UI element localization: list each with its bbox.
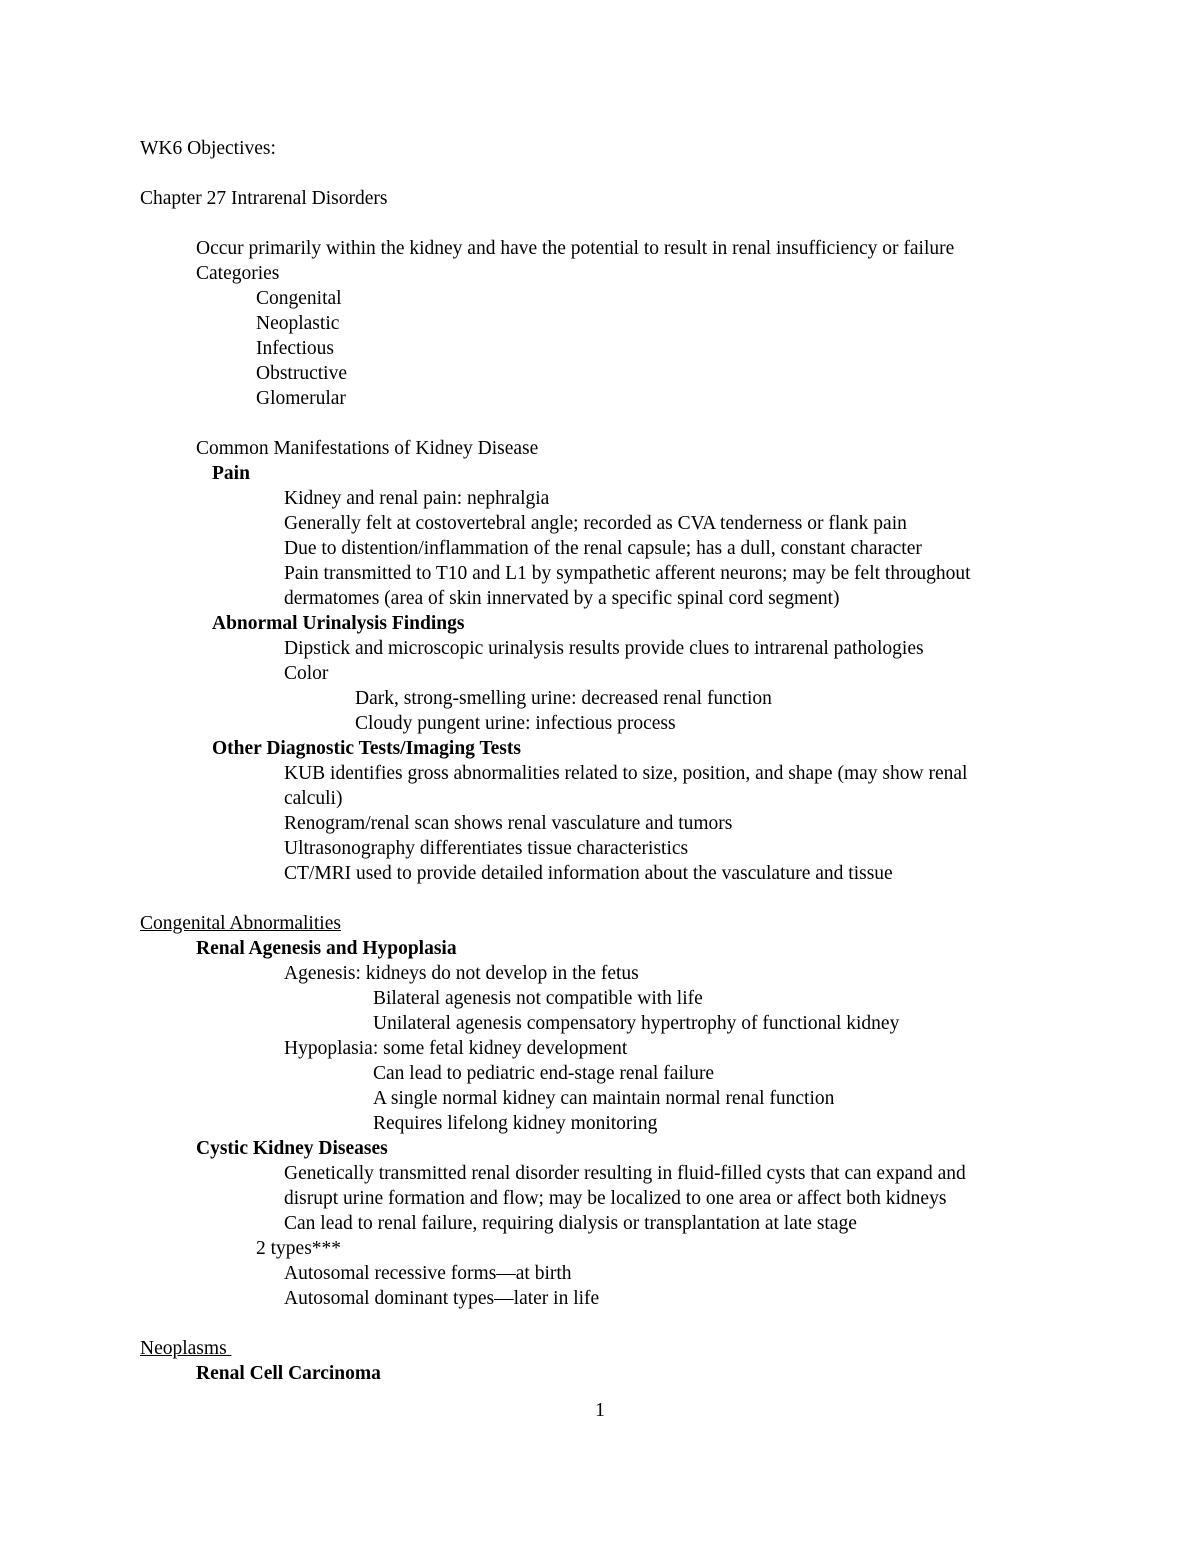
text-line: Common Manifestations of Kidney Disease bbox=[196, 438, 539, 459]
text-line: Infectious bbox=[256, 338, 334, 359]
text-line: Dark, strong-smelling urine: decreased renal function bbox=[355, 688, 772, 709]
text-line: Cystic Kidney Diseases bbox=[196, 1138, 388, 1159]
text-line: calculi) bbox=[284, 788, 343, 809]
blank-line bbox=[140, 1311, 1140, 1336]
text-line: Autosomal recessive forms—at birth bbox=[284, 1263, 572, 1284]
text-line: Glomerular bbox=[256, 388, 346, 409]
text-line: WK6 Objectives: bbox=[140, 138, 276, 159]
text-line: Unilateral agenesis compensatory hypertrophy of functional kidney bbox=[373, 1013, 900, 1034]
text-line: Renogram/renal scan shows renal vasculature and tumors bbox=[284, 813, 733, 834]
blank-line bbox=[140, 886, 1140, 911]
text-line: Congenital Abnormalities bbox=[140, 913, 341, 934]
text-line: Neoplastic bbox=[256, 313, 340, 334]
text-line: Agenesis: kidneys do not develop in the fetus bbox=[284, 963, 639, 984]
text-line: Renal Cell Carcinoma bbox=[196, 1363, 381, 1384]
text-line: Color bbox=[284, 663, 329, 684]
text-line: dermatomes (area of skin innervated by a specific spinal cord segment) bbox=[284, 588, 840, 609]
text-line: Dipstick and microscopic urinalysis results provide clues to intrarenal pathologies bbox=[284, 638, 924, 659]
text-line: Occur primarily within the kidney and have the potential to result in renal insufficiency or failure bbox=[196, 238, 955, 259]
text-line: Generally felt at costovertebral angle; recorded as CVA tenderness or flank pain bbox=[284, 513, 907, 534]
text-line: Requires lifelong kidney monitoring bbox=[373, 1113, 658, 1134]
text-line: KUB identifies gross abnormalities related to size, position, and shape (may show renal bbox=[284, 763, 968, 784]
text-line: 2 types*** bbox=[256, 1238, 342, 1259]
text-line: Neoplasms bbox=[140, 1338, 232, 1359]
text-line: Can lead to pediatric end-stage renal failure bbox=[373, 1063, 715, 1084]
text-line: Obstructive bbox=[256, 363, 347, 384]
text-line: Can lead to renal failure, requiring dialysis or transplantation at late stage bbox=[284, 1213, 857, 1234]
text-line: Autosomal dominant types—later in life bbox=[284, 1288, 600, 1309]
text-line: Pain transmitted to T10 and L1 by sympathetic afferent neurons; may be felt throughout bbox=[284, 563, 971, 584]
document-text-block bbox=[140, 136, 1140, 1386]
text-line: Renal Agenesis and Hypoplasia bbox=[196, 938, 457, 959]
text-line: Bilateral agenesis not compatible with life bbox=[373, 988, 703, 1009]
text-line: Categories bbox=[196, 263, 280, 284]
page-number: 1 bbox=[595, 1400, 605, 1421]
text-line: Ultrasonography differentiates tissue characteristics bbox=[284, 838, 689, 859]
text-line: Hypoplasia: some fetal kidney development bbox=[284, 1038, 628, 1059]
blank-line bbox=[140, 161, 1140, 186]
text-line: Kidney and renal pain: nephralgia bbox=[284, 488, 550, 509]
text-line: A single normal kidney can maintain normal renal function bbox=[373, 1088, 835, 1109]
text-line: Cloudy pungent urine: infectious process bbox=[355, 713, 676, 734]
text-line: disrupt urine formation and flow; may be localized to one area or affect both kidneys bbox=[284, 1188, 947, 1209]
text-line: Due to distention/inflammation of the renal capsule; has a dull, constant character bbox=[284, 538, 922, 559]
text-line: Genetically transmitted renal disorder resulting in fluid-filled cysts that can expand and bbox=[284, 1163, 966, 1184]
blank-line bbox=[140, 211, 1140, 236]
text-line: Other Diagnostic Tests/Imaging Tests bbox=[212, 738, 521, 759]
text-line: Congenital bbox=[256, 288, 342, 309]
text-line: Pain bbox=[212, 463, 250, 484]
text-line: CT/MRI used to provide detailed information about the vasculature and tissue bbox=[284, 863, 893, 884]
text-line: Chapter 27 Intrarenal Disorders bbox=[140, 188, 388, 209]
blank-line bbox=[140, 411, 1140, 436]
text-line: Abnormal Urinalysis Findings bbox=[212, 613, 465, 634]
